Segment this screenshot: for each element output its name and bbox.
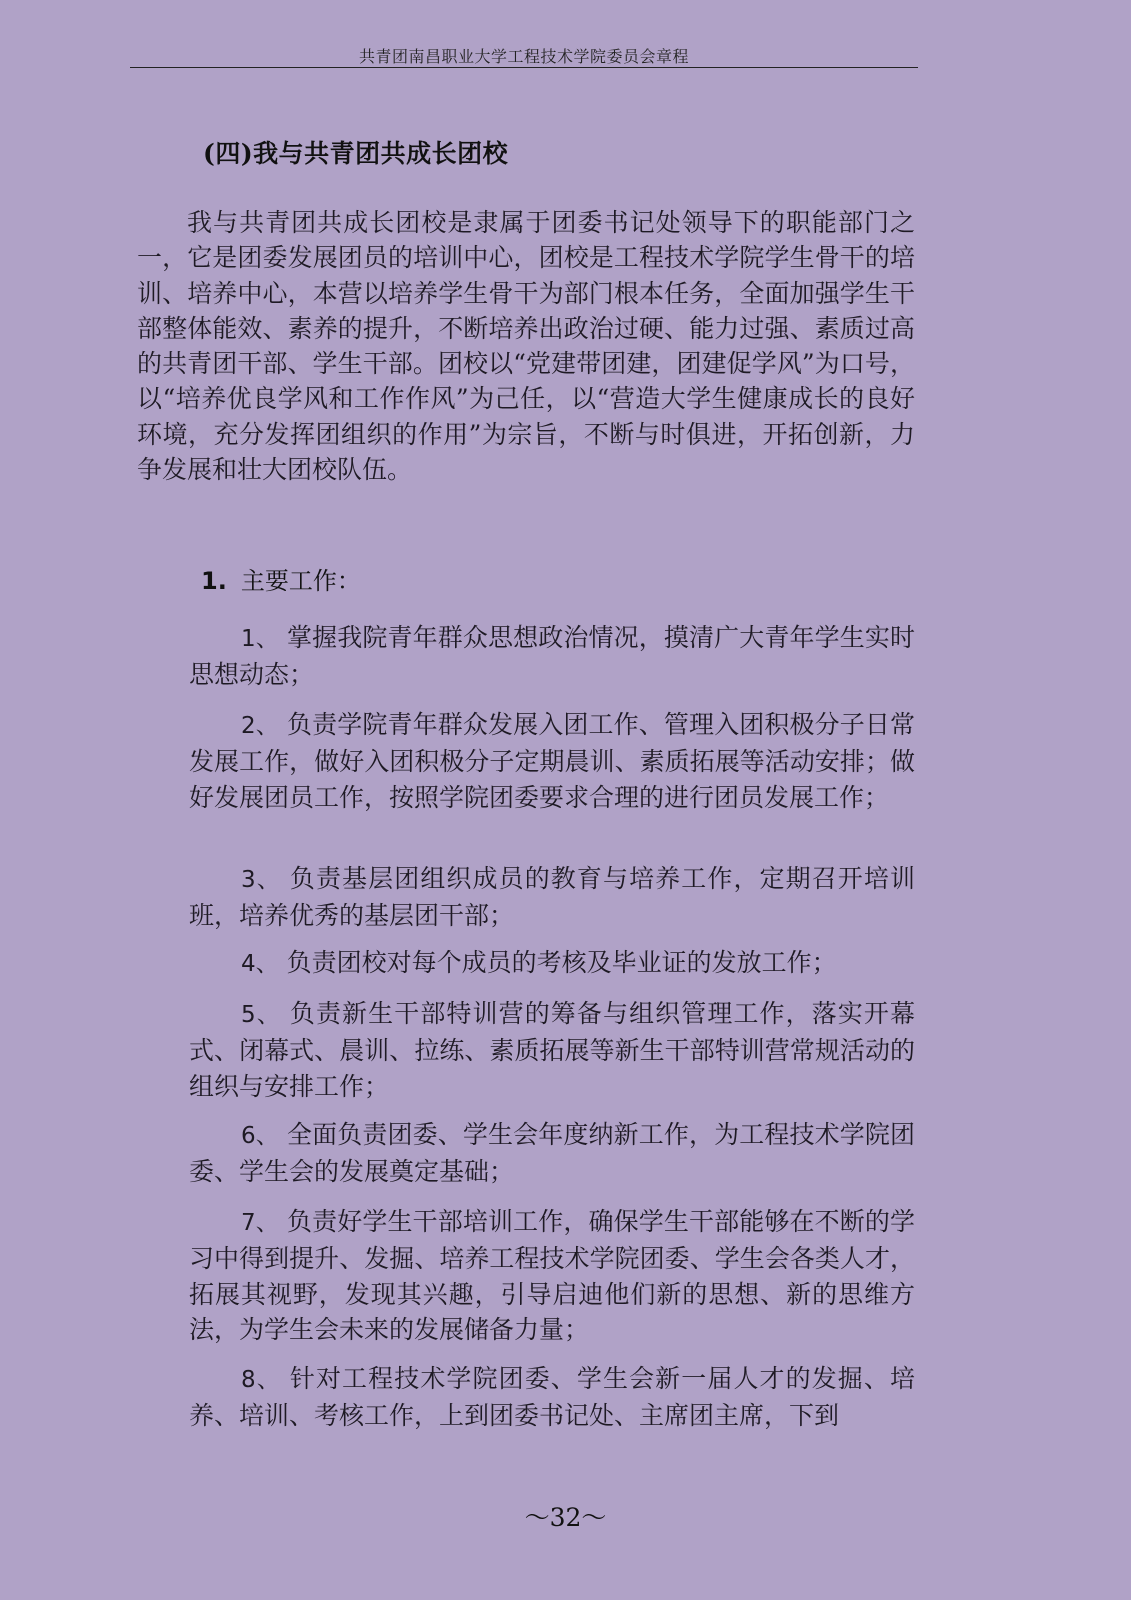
list-item bbox=[189, 861, 915, 934]
list-item-text: 负责好学生干部培训工作，确保学生干部能够在不断的学习中得到提升、发掘、培养工程技术学院团委、学生会各类人才，拓展其视野，发现其兴趣，引导启迪他们新的思想、新的思维方法，为学生会未来的发展储备力量； bbox=[189, 1207, 915, 1344]
list-item-number: 4、 bbox=[241, 951, 279, 977]
list-item bbox=[189, 945, 915, 982]
list-item-number: 2、 bbox=[241, 713, 279, 739]
running-header-title: 共青团南昌职业大学工程技术学院委员会章程 bbox=[358, 47, 689, 66]
intro-paragraph: 我与共青团共成长团校是隶属于团委书记处领导下的职能部门之一，它是团委发展团员的培训中心，团校是工程技术学院学生骨干的培训、培养中心，本营以培养学生骨干为部门根本任务，全面加强学生干部整体能效、素养的提升，不断培养出政治过硬、能力过强、素质过高的共青团干部、学生干部。团校以“党建带团建，团建促学风”为口号，以“培养优良学风和工作作风”为己任，以“营造大学生健康成长的良好环境，充分发挥团组织的作用”为宗旨，不断与时俱进，开拓创新，力争发展和壮大团校队伍。 bbox=[137, 208, 915, 485]
list-item-number: 7、 bbox=[241, 1210, 279, 1236]
list-item-text: 负责团校对每个成员的考核及毕业证的发放工作； bbox=[286, 948, 837, 977]
list-item-number: 5、 bbox=[241, 1002, 281, 1028]
list-item bbox=[189, 1361, 915, 1434]
subheading-number: 1. bbox=[201, 567, 227, 595]
list-item-number: 1、 bbox=[241, 626, 279, 652]
section-title: (四)我与共青团共成长团校 bbox=[203, 139, 509, 168]
list-item-number: 3、 bbox=[241, 867, 281, 893]
list-item bbox=[189, 1204, 915, 1347]
list-item-text: 掌握我院青年群众思想政治情况，摸清广大青年学生实时思想动态； bbox=[189, 623, 915, 690]
subheading-text: 主要工作： bbox=[240, 567, 361, 595]
list-item-number: 8、 bbox=[241, 1367, 281, 1393]
work-subheading bbox=[201, 561, 361, 596]
list-item-text: 针对工程技术学院团委、学生会新一届人才的发掘、培养、培训、考核工作，上到团委书记处、主席团主席，下到 bbox=[189, 1364, 915, 1431]
list-item bbox=[189, 707, 915, 815]
list-item bbox=[189, 1117, 915, 1190]
list-item-text: 负责学院青年群众发展入团工作、管理入团积极分子日常发展工作，做好入团积极分子定期晨训、素质拓展等活动安排；做好发展团员工作，按照学院团委要求合理的进行团员发展工作； bbox=[189, 710, 915, 812]
list-item-text: 负责基层团组织成员的教育与培养工作，定期召开培训班，培养优秀的基层团干部； bbox=[189, 864, 915, 931]
list-item bbox=[189, 620, 915, 693]
list-item-text: 全面负责团委、学生会年度纳新工作，为工程技术学院团委、学生会的发展奠定基础； bbox=[189, 1120, 915, 1187]
list-item bbox=[189, 996, 915, 1104]
list-item-text: 负责新生干部特训营的筹备与组织管理工作，落实开幕式、闭幕式、晨训、拉练、素质拓展等新生干部特训营常规活动的组织与安排工作； bbox=[189, 999, 915, 1101]
header-divider bbox=[130, 67, 918, 68]
page-number: ～32～ bbox=[524, 1503, 607, 1532]
list-item-number: 6、 bbox=[241, 1123, 279, 1149]
